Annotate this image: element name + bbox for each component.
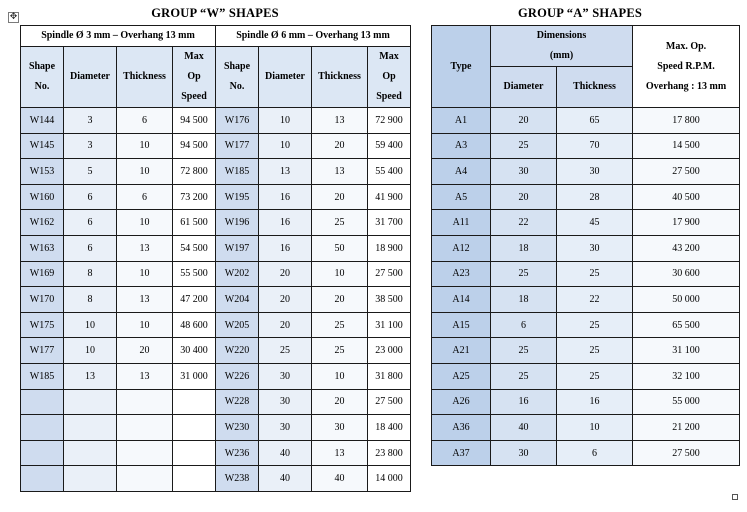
diameter-cell	[64, 440, 117, 466]
table-row	[432, 210, 740, 236]
thickness-cell: 30	[312, 415, 368, 441]
shape-cell: W197	[216, 235, 259, 261]
speed-cell: 18 400	[368, 415, 411, 441]
table-row	[21, 287, 411, 313]
speed-cell: 41 900	[368, 184, 411, 210]
right-shape-no-header: Shape No.	[216, 47, 259, 108]
diameter-cell: 13	[259, 159, 312, 185]
shape-cell: W220	[216, 338, 259, 364]
diameter-cell: 25	[259, 338, 312, 364]
thickness-cell: 20	[312, 389, 368, 415]
thickness-cell: 50	[312, 235, 368, 261]
type-cell: A26	[432, 389, 491, 415]
table-row	[21, 235, 411, 261]
thickness-cell: 70	[557, 133, 633, 159]
speed-cell: 23 000	[368, 338, 411, 364]
diameter-cell: 16	[491, 389, 557, 415]
speed-cell: 54 500	[173, 235, 216, 261]
thickness-cell: 13	[117, 363, 173, 389]
speed-cell: 14 000	[368, 466, 411, 492]
diameter-cell: 5	[64, 159, 117, 185]
speed-cell: 72 900	[368, 108, 411, 134]
shape-cell	[21, 389, 64, 415]
type-cell: A23	[432, 261, 491, 287]
diameter-cell: 20	[491, 108, 557, 134]
speed-cell: 31 800	[368, 363, 411, 389]
table-move-handle[interactable]: ✥	[9, 12, 18, 22]
table-row	[432, 338, 740, 364]
shape-cell: W204	[216, 287, 259, 313]
right-diameter-header: Diameter	[259, 47, 312, 108]
diameter-cell: 25	[491, 261, 557, 287]
thickness-cell: 30	[557, 235, 633, 261]
table-row	[21, 389, 411, 415]
left-shape-no-header: Shape No.	[21, 47, 64, 108]
shape-cell: W153	[21, 159, 64, 185]
diameter-cell: 30	[259, 389, 312, 415]
shape-cell: W177	[21, 338, 64, 364]
max-op-speed-header: Max. Op. Speed R.P.M. Overhang : 13 mm	[633, 26, 740, 108]
thickness-cell: 25	[557, 261, 633, 287]
speed-cell: 48 600	[173, 312, 216, 338]
speed-cell: 17 900	[633, 210, 740, 236]
table-row	[432, 287, 740, 313]
thickness-cell: 16	[557, 389, 633, 415]
table-row	[432, 389, 740, 415]
thickness-cell: 6	[117, 184, 173, 210]
speed-cell: 31 100	[368, 312, 411, 338]
table-row	[21, 210, 411, 236]
speed-cell: 72 800	[173, 159, 216, 185]
thickness-cell	[117, 415, 173, 441]
thickness-cell: 10	[117, 261, 173, 287]
diameter-cell: 18	[491, 235, 557, 261]
speed-cell: 50 000	[633, 287, 740, 313]
thickness-cell: 65	[557, 108, 633, 134]
shape-cell: W185	[216, 159, 259, 185]
speed-cell: 61 500	[173, 210, 216, 236]
speed-cell: 94 500	[173, 108, 216, 134]
thickness-cell: 30	[557, 159, 633, 185]
thickness-cell: 13	[117, 235, 173, 261]
thickness-cell	[117, 440, 173, 466]
diameter-cell: 30	[259, 363, 312, 389]
type-cell: A14	[432, 287, 491, 313]
thickness-cell: 6	[117, 108, 173, 134]
table-row	[21, 133, 411, 159]
thickness-cell: 25	[312, 210, 368, 236]
group-a-title: GROUP “A” SHAPES	[517, 6, 643, 20]
speed-cell: 30 400	[173, 338, 216, 364]
table-row	[21, 108, 411, 134]
diameter-cell: 10	[259, 108, 312, 134]
table-row	[432, 415, 740, 441]
table-row	[21, 184, 411, 210]
diameter-cell: 13	[64, 363, 117, 389]
shape-cell: W185	[21, 363, 64, 389]
shape-cell: W177	[216, 133, 259, 159]
speed-cell: 17 800	[633, 108, 740, 134]
thickness-cell: 20	[312, 287, 368, 313]
right-max-op-speed-header: Max Op Speed	[368, 47, 411, 108]
speed-cell: 65 500	[633, 312, 740, 338]
shape-cell: W202	[216, 261, 259, 287]
table-row	[21, 261, 411, 287]
table-row	[432, 133, 740, 159]
diameter-cell: 22	[491, 210, 557, 236]
diameter-cell: 10	[64, 338, 117, 364]
table-row	[432, 184, 740, 210]
speed-cell: 18 900	[368, 235, 411, 261]
table-row	[21, 312, 411, 338]
type-cell: A25	[432, 363, 491, 389]
shape-cell: W228	[216, 389, 259, 415]
thickness-cell: 40	[312, 466, 368, 492]
diameter-cell: 6	[491, 312, 557, 338]
shape-cell	[21, 466, 64, 492]
diameter-cell: 8	[64, 261, 117, 287]
shape-cell: W162	[21, 210, 64, 236]
diameter-cell	[64, 389, 117, 415]
speed-cell: 27 500	[633, 440, 740, 466]
shape-cell: W169	[21, 261, 64, 287]
diameter-cell: 25	[491, 338, 557, 364]
table-row	[432, 108, 740, 134]
speed-cell: 14 500	[633, 133, 740, 159]
shape-cell: W170	[21, 287, 64, 313]
type-header: Type	[432, 26, 491, 108]
diameter-cell: 6	[64, 210, 117, 236]
thickness-cell: 10	[312, 261, 368, 287]
diameter-cell: 6	[64, 184, 117, 210]
type-cell: A11	[432, 210, 491, 236]
shape-cell: W230	[216, 415, 259, 441]
diameter-cell: 16	[259, 184, 312, 210]
type-cell: A1	[432, 108, 491, 134]
table-row	[432, 312, 740, 338]
table-row	[432, 159, 740, 185]
thickness-cell: 28	[557, 184, 633, 210]
speed-cell: 23 800	[368, 440, 411, 466]
thickness-cell: 20	[312, 133, 368, 159]
speed-cell: 94 500	[173, 133, 216, 159]
speed-cell: 31 100	[633, 338, 740, 364]
table-row	[432, 440, 740, 466]
speed-cell: 59 400	[368, 133, 411, 159]
shape-cell: W236	[216, 440, 259, 466]
shape-cell: W226	[216, 363, 259, 389]
thickness-cell: 20	[312, 184, 368, 210]
diameter-cell: 20	[491, 184, 557, 210]
thickness-cell: 10	[117, 210, 173, 236]
diameter-cell: 30	[491, 159, 557, 185]
table-row	[21, 466, 411, 492]
speed-cell	[173, 415, 216, 441]
speed-cell: 30 600	[633, 261, 740, 287]
type-cell: A15	[432, 312, 491, 338]
diameter-cell: 6	[64, 235, 117, 261]
thickness-cell: 20	[117, 338, 173, 364]
speed-cell: 38 500	[368, 287, 411, 313]
group-w-table	[20, 25, 411, 492]
thickness-cell: 25	[312, 312, 368, 338]
thickness-cell: 45	[557, 210, 633, 236]
table-row	[21, 440, 411, 466]
thickness-cell: 22	[557, 287, 633, 313]
diameter-cell: 16	[259, 210, 312, 236]
type-cell: A3	[432, 133, 491, 159]
speed-cell	[173, 440, 216, 466]
speed-cell: 73 200	[173, 184, 216, 210]
table-row	[432, 261, 740, 287]
thickness-cell: 25	[557, 363, 633, 389]
shape-cell: W144	[21, 108, 64, 134]
speed-cell: 31 700	[368, 210, 411, 236]
table-row	[21, 363, 411, 389]
speed-cell: 55 400	[368, 159, 411, 185]
diameter-cell: 40	[259, 466, 312, 492]
a-thickness-header: Thickness	[557, 67, 633, 108]
thickness-cell: 10	[557, 415, 633, 441]
spindle-3mm-header: Spindle Ø 3 mm – Overhang 13 mm	[21, 26, 216, 47]
table-row	[432, 363, 740, 389]
thickness-cell: 25	[557, 312, 633, 338]
type-cell: A5	[432, 184, 491, 210]
left-thickness-header: Thickness	[117, 47, 173, 108]
type-cell: A36	[432, 415, 491, 441]
speed-cell: 27 500	[368, 389, 411, 415]
thickness-cell	[117, 389, 173, 415]
shape-cell: W176	[216, 108, 259, 134]
diameter-cell: 18	[491, 287, 557, 313]
diameter-cell	[64, 466, 117, 492]
type-cell: A37	[432, 440, 491, 466]
type-cell: A4	[432, 159, 491, 185]
speed-cell	[173, 389, 216, 415]
thickness-cell: 13	[117, 287, 173, 313]
left-max-op-speed-header: Max Op Speed	[173, 47, 216, 108]
type-cell: A12	[432, 235, 491, 261]
group-w-title: GROUP “W” SHAPES	[151, 6, 279, 20]
thickness-cell: 10	[117, 133, 173, 159]
shape-cell	[21, 440, 64, 466]
speed-cell: 27 500	[368, 261, 411, 287]
diameter-cell	[64, 415, 117, 441]
speed-cell: 40 500	[633, 184, 740, 210]
diameter-cell: 3	[64, 108, 117, 134]
thickness-cell: 13	[312, 108, 368, 134]
speed-cell: 47 200	[173, 287, 216, 313]
table-resize-handle[interactable]	[732, 494, 738, 500]
shape-cell: W145	[21, 133, 64, 159]
left-diameter-header: Diameter	[64, 47, 117, 108]
table-row	[21, 159, 411, 185]
shape-cell	[21, 415, 64, 441]
speed-cell: 21 200	[633, 415, 740, 441]
thickness-cell: 6	[557, 440, 633, 466]
spindle-6mm-header: Spindle Ø 6 mm – Overhang 13 mm	[216, 26, 411, 47]
thickness-cell	[117, 466, 173, 492]
shape-cell: W175	[21, 312, 64, 338]
a-diameter-header: Diameter	[491, 67, 557, 108]
group-a-table	[431, 25, 740, 466]
thickness-cell: 25	[312, 338, 368, 364]
diameter-cell: 40	[491, 415, 557, 441]
table-row	[21, 338, 411, 364]
diameter-cell: 30	[259, 415, 312, 441]
thickness-cell: 10	[117, 159, 173, 185]
speed-cell: 55 000	[633, 389, 740, 415]
speed-cell: 31 000	[173, 363, 216, 389]
shape-cell: W163	[21, 235, 64, 261]
diameter-cell: 20	[259, 287, 312, 313]
diameter-cell: 8	[64, 287, 117, 313]
thickness-cell: 25	[557, 338, 633, 364]
speed-cell: 27 500	[633, 159, 740, 185]
type-cell: A21	[432, 338, 491, 364]
diameter-cell: 25	[491, 363, 557, 389]
shape-cell: W196	[216, 210, 259, 236]
thickness-cell: 13	[312, 159, 368, 185]
speed-cell: 55 500	[173, 261, 216, 287]
diameter-cell: 20	[259, 312, 312, 338]
diameter-cell: 40	[259, 440, 312, 466]
diameter-cell: 25	[491, 133, 557, 159]
table-row	[432, 235, 740, 261]
diameter-cell: 3	[64, 133, 117, 159]
speed-cell: 32 100	[633, 363, 740, 389]
diameter-cell: 10	[64, 312, 117, 338]
shape-cell: W238	[216, 466, 259, 492]
speed-cell: 43 200	[633, 235, 740, 261]
thickness-cell: 10	[117, 312, 173, 338]
right-thickness-header: Thickness	[312, 47, 368, 108]
diameter-cell: 20	[259, 261, 312, 287]
shape-cell: W195	[216, 184, 259, 210]
shape-cell: W160	[21, 184, 64, 210]
diameter-cell: 30	[491, 440, 557, 466]
thickness-cell: 13	[312, 440, 368, 466]
diameter-cell: 10	[259, 133, 312, 159]
diameter-cell: 16	[259, 235, 312, 261]
speed-cell	[173, 466, 216, 492]
thickness-cell: 10	[312, 363, 368, 389]
dimensions-header: Dimensions (mm)	[491, 26, 633, 67]
table-row	[21, 415, 411, 441]
shape-cell: W205	[216, 312, 259, 338]
